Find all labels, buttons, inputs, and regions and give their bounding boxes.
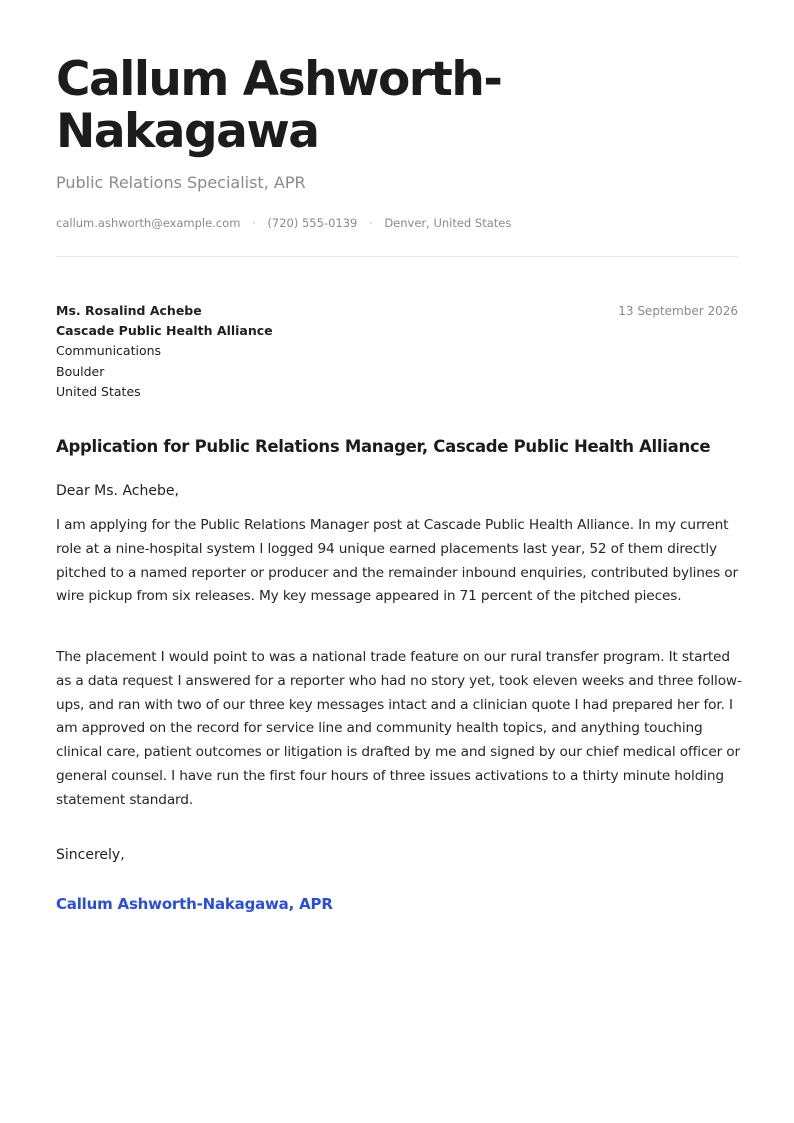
contact-email[interactable]: callum.ashworth@example.com [56, 216, 241, 230]
letter-paragraph-1: I am applying for the Public Relations Manager post at Cascade Public Health Alliance. In my current role at a nine-hospital system I logged 94 unique earned placements last year, 52 of them directly pitched to a named reporter or producer and the remainder inbound enquiries, contributed bylines or wire pickup from six releases. My key message appeared in 71 percent of the pitched pieces. [56, 517, 738, 605]
recipient-name: Ms. Rosalind Achebe [56, 303, 202, 318]
recipient-block [56, 301, 456, 402]
letter-subject: Application for Public Relations Manager, Cascade Public Health Alliance [56, 437, 711, 456]
letter-date: 13 September 2026 [618, 304, 738, 318]
letter-closing: Sincerely, [56, 847, 125, 863]
recipient-organization: Cascade Public Health Alliance [56, 323, 273, 339]
header-divider [56, 256, 738, 257]
applicant-name-line-1: Callum Ashworth- [56, 52, 502, 107]
contact-separator: · [369, 216, 373, 230]
contact-location: Denver, United States [384, 216, 512, 230]
cover-letter-page [56, 0, 742, 1123]
letter-signature: Callum Ashworth-Nakagawa, APR [56, 895, 333, 913]
contact-phone[interactable]: (720) 555-0139 [267, 216, 358, 230]
contact-line [56, 214, 511, 232]
recipient-city: Boulder [56, 363, 105, 379]
applicant-title: Public Relations Specialist, APR [56, 173, 306, 192]
applicant-name [56, 54, 738, 158]
letter-paragraph-2: The placement I would point to was a national trade feature on our rural transfer program. It started as a data request I answered for a reporter who had no story yet, took eleven weeks and three follow-ups, and ran with two of our three key messages intact and a clinician quote I had prepared her for. I am approved on the record for service line and community health topics, and anything touching clinical care, patient outcomes or litigation is drafted by me and signed by our chief medical officer or general counsel. I have run the first four hours of three issues activations to a thirty minute holding statement standard. [56, 649, 742, 808]
contact-separator: · [252, 216, 256, 230]
recipient-department: Communications [56, 343, 162, 359]
recipient-country: United States [56, 383, 141, 399]
letter-salutation: Dear Ms. Achebe, [56, 483, 179, 499]
applicant-name-line-2: Nakagawa [56, 104, 319, 159]
